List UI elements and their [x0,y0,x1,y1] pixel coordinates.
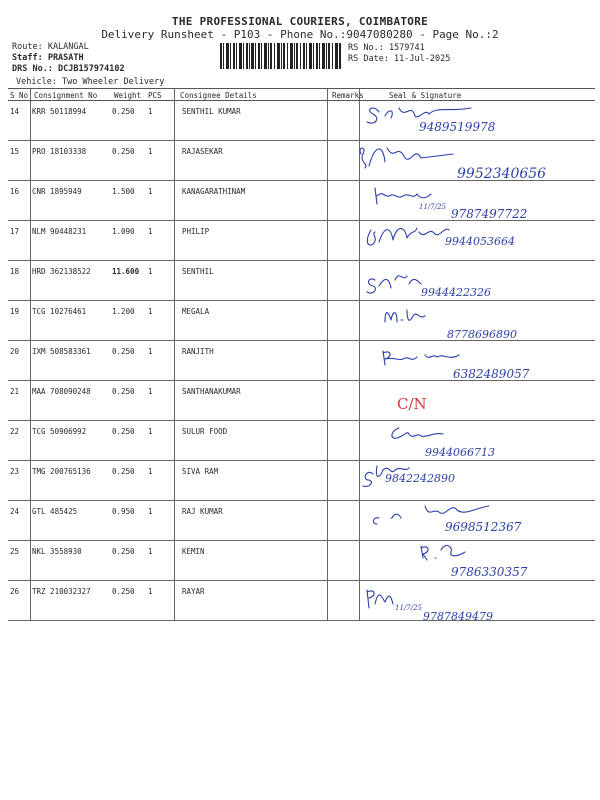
signature-row-25 [355,538,595,578]
cell-consignment: NLM 90448231 [32,227,87,236]
cell-sno: 21 [10,387,20,396]
cell-sno: 16 [10,187,20,196]
handwritten-phone: 9786330357 [451,565,528,579]
cell-consignee: SIVA RAM [182,467,219,476]
cell-sno: 18 [10,267,20,276]
handwritten-phone: 9787849479 [423,610,493,623]
signature-row-23 [355,458,595,498]
cell-weight: 11.600 [112,267,140,276]
handwritten-signature [355,220,595,260]
cell-pcs: 1 [148,387,153,396]
cell-weight: 0.250 [112,347,135,356]
runsheet-info [348,43,450,65]
header-sno: S No [10,91,29,100]
cell-sno: 24 [10,507,20,516]
cell-consignee: KEMIN [182,547,205,556]
cell-sno: 23 [10,467,20,476]
handwritten-phone: 9952340656 [457,166,547,182]
cell-sno: 22 [10,427,20,436]
cell-consignment: IXM 508583361 [32,347,91,356]
cell-pcs: 1 [148,347,153,356]
route-info [12,42,125,75]
signature-row-19 [355,302,595,342]
header-pcs: PCS [148,91,162,100]
cell-weight: 0.250 [112,427,135,436]
cell-pcs: 1 [148,587,153,596]
cell-weight: 0.250 [112,547,135,556]
cell-consignee: RAJ KUMAR [182,507,223,516]
cell-sno: 17 [10,227,20,236]
handwritten-phone: 9489519978 [419,120,496,134]
cell-weight: 0.950 [112,507,135,516]
handwritten-date: 11/7/25 [395,604,422,612]
handwritten-phone: 8778696890 [447,328,517,341]
signature-row-16 [355,182,595,222]
handwritten-signature [355,498,595,538]
handwritten-phone: 9842242890 [385,472,455,485]
cell-consignee: RAJASEKAR [182,147,223,156]
cell-weight: 0.250 [112,467,135,476]
cell-consignee: RANJITH [182,347,214,356]
signature-row-20 [355,343,595,383]
cell-sno: 25 [10,547,20,556]
signature-row-14 [355,98,595,138]
header-consignment: Consignment No [34,91,98,100]
document-title: THE PROFESSIONAL COURIERS, COIMBATORE [171,15,429,28]
handwritten-phone: 9944422326 [421,286,491,299]
cell-consignment: TMG 200765136 [32,467,91,476]
rs-number: RS No.: 1579741 [348,43,425,53]
handwritten-signature [355,343,595,383]
cell-sno: 14 [10,107,20,116]
signature-row-22 [355,420,595,460]
handwritten-signature [355,458,595,498]
cell-weight: 1.500 [112,187,135,196]
cell-consignment: HRD 362138522 [32,267,91,276]
cell-consignment: TCG 50906992 [32,427,87,436]
handwritten-signature [355,266,595,306]
signature-row-24 [355,498,595,538]
cell-pcs: 1 [148,107,153,116]
signature-row-17 [355,220,595,260]
cell-consignee: SENTHIL KUMAR [182,107,241,116]
cell-pcs: 1 [148,547,153,556]
cell-pcs: 1 [148,147,153,156]
cell-consignment: CNR 1895949 [32,187,82,196]
cell-consignment: MAA 708090248 [32,387,91,396]
cell-sno: 20 [10,347,20,356]
cell-consignee: KANAGARATHINAM [182,187,246,196]
cell-consignment: KRR 50118994 [32,107,87,116]
cell-consignee: SENTHIL [182,267,214,276]
cell-sno: 19 [10,307,20,316]
staff-label: Staff: PRASATH [12,53,84,63]
cell-pcs: 1 [148,507,153,516]
cell-consignee: RAYAR [182,587,205,596]
cell-weight: 0.250 [112,107,135,116]
handwritten-signature [355,182,595,222]
handwritten-phone: 9944053664 [445,235,515,248]
header-signature: Seal & Signature [389,91,462,100]
cell-consignee: MEGALA [182,307,210,316]
handwritten-signature [355,538,595,578]
cell-sno: 15 [10,147,20,156]
cell-pcs: 1 [148,227,153,236]
handwritten-phone: 6382489057 [453,367,530,381]
handwritten-date: 11/7/25 [419,203,446,211]
header-remarks: Remarks [332,91,364,100]
cell-pcs: 1 [148,467,153,476]
drs-label: DRS No.: DCJB157974102 [12,64,125,74]
cell-consignment: GTL 485425 [32,507,78,516]
rs-date: RS Date: 11-Jul-2025 [348,54,451,64]
header-weight: Weight [114,91,142,100]
cell-sno: 26 [10,587,20,596]
cell-pcs: 1 [148,187,153,196]
cell-consignee: SANTHANAKUMAR [182,387,241,396]
cell-weight: 1.090 [112,227,135,236]
document-subtitle: Delivery Runsheet - P103 - Phone No.:9047080280 - Page No.:2 [101,28,499,41]
cell-weight: 0.250 [112,387,135,396]
cell-weight: 1.200 [112,307,135,316]
handwritten-signature [355,582,595,622]
vehicle-label: Vehicle: Two Wheeler Delivery [16,77,165,87]
handwritten-signature [355,420,595,460]
barcode-graphic [220,43,342,69]
cell-weight: 0.250 [112,587,135,596]
cell-consignment: NKL 3558930 [32,547,82,556]
handwritten-phone: 9698512367 [445,520,522,534]
handwritten-signature [355,98,595,138]
handwritten-phone: 9944066713 [425,446,495,459]
barcode [220,43,342,69]
header-consignee: Consignee Details [180,91,257,100]
signature-row-18 [355,266,595,306]
signature-row-21 [355,381,595,421]
handwritten-note-text: C/N [397,395,427,413]
cell-pcs: 1 [148,267,153,276]
handwritten-signature [355,140,595,180]
signature-row-15 [355,140,595,180]
signature-row-26 [355,582,595,622]
cell-pcs: 1 [148,307,153,316]
handwritten-note [355,381,595,421]
handwritten-phone: 9787497722 [451,207,528,221]
cell-weight: 0.250 [112,147,135,156]
cell-consignment: TCG 10276461 [32,307,87,316]
cell-pcs: 1 [148,427,153,436]
cell-consignee: SULUR FOOD [182,427,228,436]
route-label: Route: KALANGAL [12,42,89,52]
cell-consignment: TRZ 210032327 [32,587,91,596]
cell-consignee: PHILIP [182,227,210,236]
cell-consignment: PRO 18103338 [32,147,87,156]
handwritten-signature [355,302,595,342]
